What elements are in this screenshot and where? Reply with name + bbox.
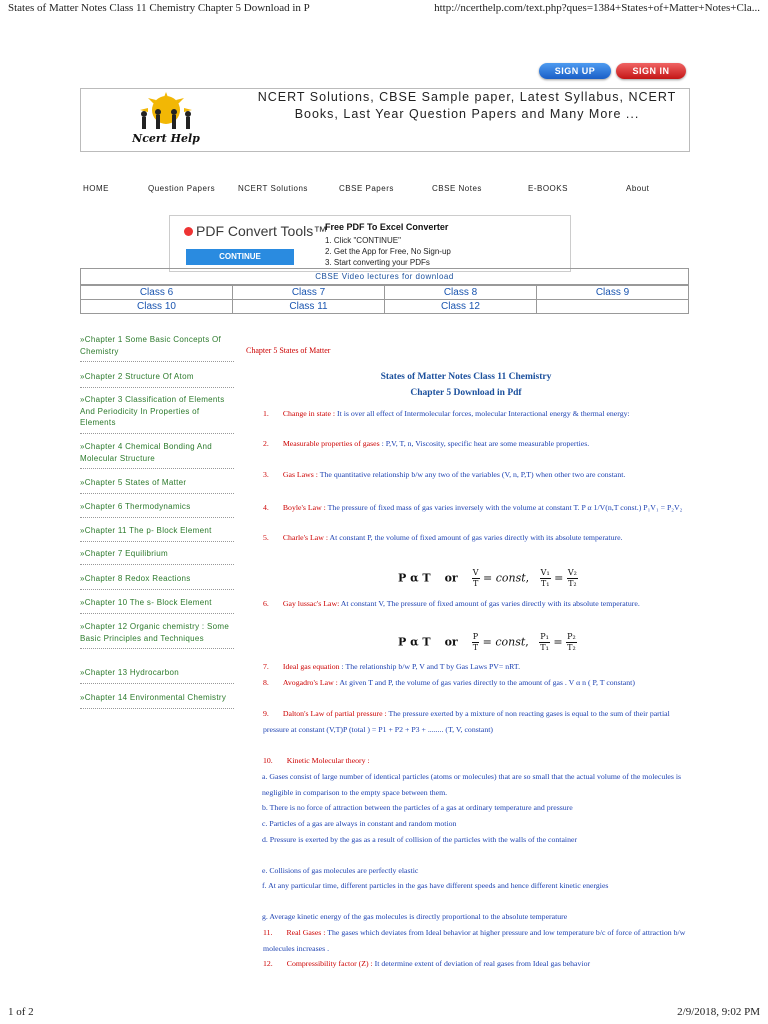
sidebar-chapter-link[interactable]: »Chapter 5 States of Matter: [80, 477, 234, 494]
kmt-point: c. Particles of a gas are always in constant and random motion: [262, 819, 457, 828]
logo-text: Ncert Help: [132, 132, 200, 145]
site-tagline: NCERT Solutions, CBSE Sample paper, Latest Syllabus, NCERT Books, Last Year Question Papers and Many More ...: [257, 90, 677, 121]
sidebar-chapter-link[interactable]: »Chapter 6 Thermodynamics: [80, 501, 234, 518]
nav-home[interactable]: HOME: [83, 184, 109, 193]
chapter-label: Chapter 5 States of Matter: [246, 346, 331, 355]
sign-up-button[interactable]: SIGN UP: [539, 63, 611, 79]
nav-cbse-notes[interactable]: CBSE Notes: [432, 184, 482, 193]
pdf-ad-banner[interactable]: [169, 215, 571, 272]
nav-ebooks[interactable]: E-BOOKS: [528, 184, 568, 193]
page-number: 1 of 2: [8, 1006, 34, 1018]
nav-question-papers[interactable]: Question Papers: [148, 184, 216, 193]
class-link[interactable]: Class 7: [233, 286, 385, 300]
sidebar-chapter-link[interactable]: »Chapter 2 Structure Of Atom: [80, 371, 234, 388]
print-title: States of Matter Notes Class 11 Chemistry Chapter 5 Download in P: [8, 2, 310, 14]
main-nav: [0, 184, 768, 196]
print-header: [0, 0, 768, 20]
class-table: [80, 285, 689, 314]
class-link-empty: [537, 300, 689, 314]
kmt-point: d. Pressure is exerted by the gas as a result of collision of the particles with the walls of the container: [262, 835, 578, 844]
sidebar-chapter-link[interactable]: »Chapter 8 Redox Reactions: [80, 573, 234, 590]
note-point: 8. Avogadro's Law : At given T and P, the volume of gas varies directly to the amount of gas . V α n ( P, T constant): [263, 678, 635, 687]
sidebar-chapter-link[interactable]: »Chapter 13 Hydrocarbon: [80, 667, 234, 684]
ad-brand: PDF Convert Tools™: [184, 223, 327, 239]
ad-logo-icon: [184, 227, 193, 236]
notes-title: States of Matter Notes Class 11 Chemistry: [380, 372, 552, 382]
note-point: 9. Dalton's Law of partial pressure : The pressure exerted by a mixture of non reacting gases is equal to the sum of their partial pressure at constant (V,T)P (total ) = P1 + P2 + P3 + ........ (T, V, constant): [263, 709, 670, 734]
ad-step: 1. Click "CONTINUE": [325, 236, 401, 245]
note-point: 11. Real Gases : The gases which deviates from Ideal behavior at higher pressure and low temperature b/c of force of attraction b/w molecules increases .: [263, 928, 686, 953]
sidebar-chapter-link[interactable]: »Chapter 14 Environmental Chemistry: [80, 692, 234, 709]
sidebar-chapter-link[interactable]: »Chapter 10 The s- Block Element: [80, 597, 234, 614]
sign-in-button[interactable]: SIGN IN: [616, 63, 686, 79]
class-link[interactable]: Class 6: [81, 286, 233, 300]
class-link[interactable]: Class 11: [233, 300, 385, 314]
class-link[interactable]: Class 8: [385, 286, 537, 300]
kmt-point: g. Average kinetic energy of the gas molecules is directly proportional to the absolute temperature: [262, 912, 568, 921]
kmt-point: a. Gases consist of large number of identical particles (atoms or molecules) that are so small that the actual volume of the molecules is negligible in comparison to the empty space between them.: [262, 772, 682, 797]
notes-subtitle: Chapter 5 Download in Pdf: [410, 388, 522, 398]
nav-ncert-solutions[interactable]: NCERT Solutions: [238, 184, 308, 193]
note-point: 7. Ideal gas equation : The relationship b/w P, V and T by Gas Laws PV= nRT.: [263, 662, 521, 671]
charles-formula: P α T or V T = const, V₁ T₁ = V₂ T₂: [398, 568, 577, 588]
class-link[interactable]: Class 12: [385, 300, 537, 314]
sidebar-chapter-link[interactable]: »Chapter 12 Organic chemistry : Some Basic Principles and Techniques: [80, 621, 234, 649]
ad-headline: Free PDF To Excel Converter: [325, 222, 449, 232]
note-point: 3. Gas Laws : The quantitative relationship b/w any two of the variables (V, n, P,T) when other two are constant.: [263, 470, 626, 479]
kmt-point: b. There is no force of attraction between the particles of a gas at ordinary temperature and pressure: [262, 803, 573, 812]
sidebar-chapter-link[interactable]: »Chapter 4 Chemical Bonding And Molecular Structure: [80, 441, 234, 469]
sidebar-chapter-link[interactable]: »Chapter 3 Classification of Elements And Periodicity In Properties of Elements: [80, 394, 234, 434]
sidebar-chapter-link[interactable]: »Chapter 1 Some Basic Concepts Of Chemistry: [80, 334, 234, 362]
note-point: 10. Kinetic Molecular theory :: [263, 756, 370, 765]
class-link[interactable]: Class 9: [537, 286, 689, 300]
print-datetime: 2/9/2018, 9:02 PM: [677, 1006, 760, 1018]
note-point: 1. Change in state : It is over all effect of Intermolecular forces, molecular Interactional energy & thermal energy:: [263, 409, 630, 418]
class-link[interactable]: Class 10: [81, 300, 233, 314]
nav-cbse-papers[interactable]: CBSE Papers: [339, 184, 394, 193]
sidebar-chapter-link[interactable]: »Chapter 7 Equilibrium: [80, 548, 234, 565]
note-point: 2. Measurable properties of gases : P,V, T, n, Viscosity, specific heat are some measurable properties.: [263, 439, 590, 448]
kmt-point: f. At any particular time, different particles in the gas have different speeds and hence different kinetic energies: [262, 881, 609, 890]
ad-step: 3. Start converting your PDFs: [325, 258, 430, 267]
kmt-point: e. Collisions of gas molecules are perfectly elastic: [262, 866, 419, 875]
ad-step: 2. Get the App for Free, No Sign-up: [325, 247, 451, 256]
gay-lussac-formula: P α T or P T = const, P₁ T₁ = P₂ T₂: [398, 632, 576, 652]
nav-about[interactable]: About: [626, 184, 650, 193]
note-point: 4. Boyle's Law : The pressure of fixed mass of gas varies inversely with the volume at constant T. P α 1/V(n,T const.) P₁V₁ = P₂V₂: [263, 503, 683, 512]
print-footer: [0, 1004, 768, 1024]
sidebar-chapter-link[interactable]: »Chapter 11 The p- Block Element: [80, 525, 234, 542]
note-point: 12. Compressibility factor (Z) : It determine extent of deviation of real gases from Ideal gas behavior: [263, 959, 591, 968]
video-lectures-link[interactable]: CBSE Video lectures for download: [80, 268, 689, 285]
note-point: 5. Charle's Law : At constant P, the volume of fixed amount of gas varies directly with its absolute temperature.: [263, 533, 623, 542]
print-url: http://ncerthelp.com/text.php?ques=1384+States+of+Matter+Notes+Cla...: [434, 2, 760, 14]
ad-continue-button[interactable]: CONTINUE: [186, 249, 294, 265]
ncert-help-logo[interactable]: [118, 92, 214, 146]
note-point: 6. Gay lussac's Law: At constant V, The pressure of fixed amount of gas varies directly with its absolute temperature.: [263, 599, 640, 608]
